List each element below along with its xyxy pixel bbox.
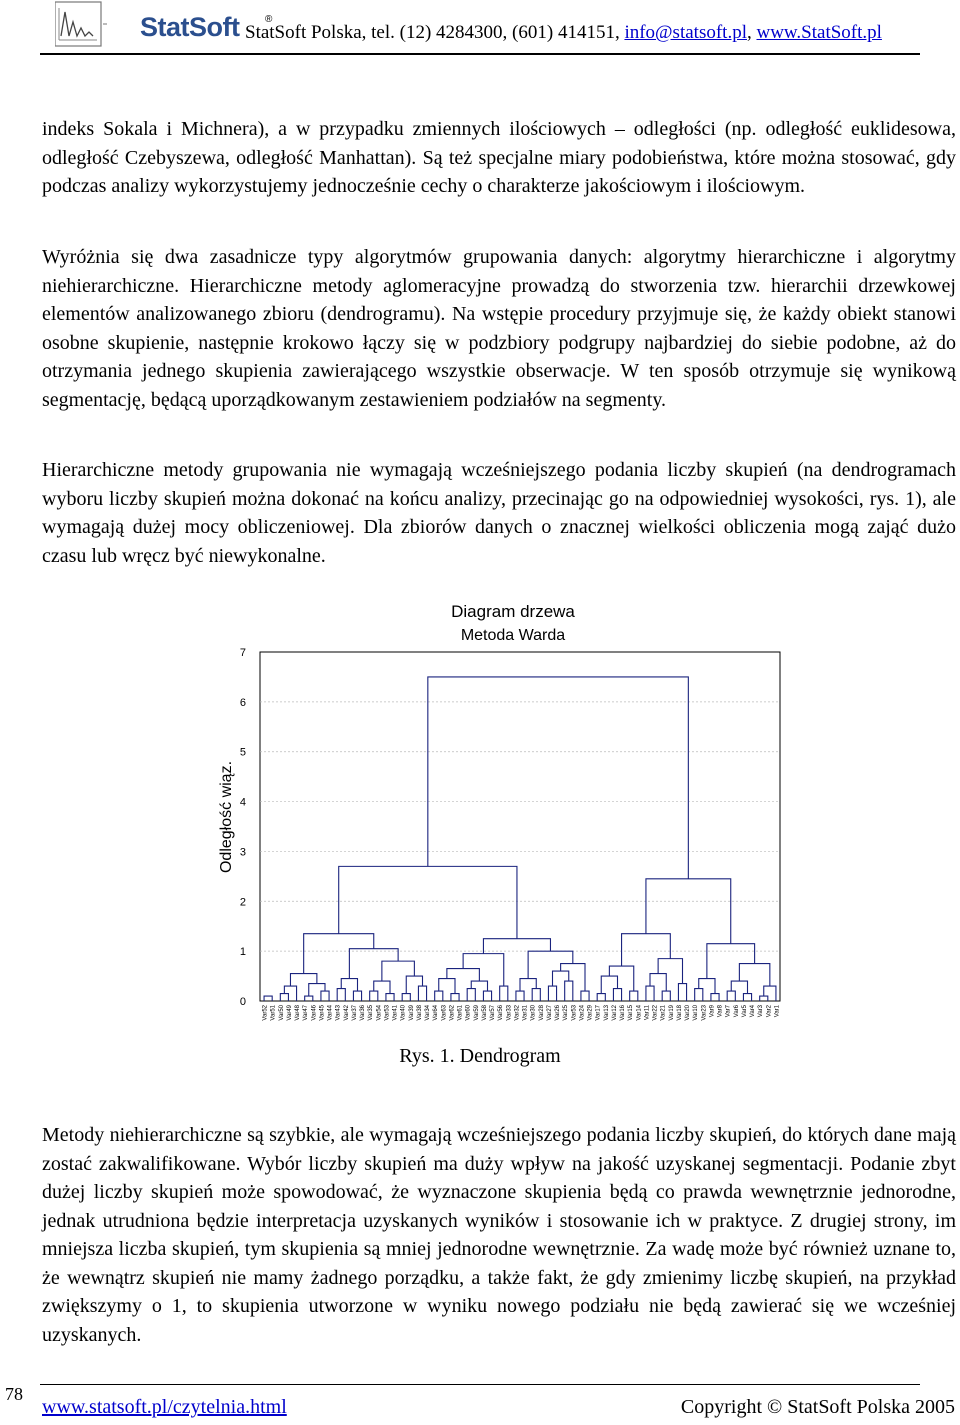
leaf-label: Var37 xyxy=(351,1005,358,1021)
dendrogram-link xyxy=(500,986,508,1001)
dendrogram-link xyxy=(565,981,573,1001)
leaf-label: Var7 xyxy=(725,1005,732,1018)
dendrogram-link xyxy=(646,986,654,1001)
dendrogram-link xyxy=(435,991,443,1001)
footer-divider xyxy=(40,1384,920,1385)
dendrogram-link xyxy=(622,934,671,966)
dendrogram-link xyxy=(707,944,755,979)
leaf-label: Var17 xyxy=(595,1005,602,1021)
leaf-label: Var31 xyxy=(522,1005,529,1021)
leaf-label: Var21 xyxy=(660,1005,667,1021)
dendrogram-link xyxy=(290,974,316,986)
dendrogram-link xyxy=(386,994,394,1001)
dendrogram-link xyxy=(532,989,540,1001)
dendrogram-link xyxy=(406,976,422,993)
plot-frame xyxy=(260,652,780,1001)
dendrogram-link xyxy=(402,994,410,1001)
dendrogram-link xyxy=(516,991,524,1001)
leaf-label: Var41 xyxy=(392,1005,399,1021)
dendrogram-link xyxy=(528,951,573,978)
registered-mark: ® xyxy=(265,14,273,25)
leaf-label: Var52 xyxy=(262,1005,269,1021)
leaf-label: Var54 xyxy=(376,1005,383,1021)
dendrogram-link xyxy=(743,994,751,1001)
dendrogram-link xyxy=(483,991,491,1001)
leaf-label: Var56 xyxy=(498,1005,505,1021)
leaf-label: Var11 xyxy=(644,1005,651,1021)
page-number: 78 xyxy=(5,1384,23,1404)
leaf-label: Var13 xyxy=(603,1005,610,1021)
dendrogram-link xyxy=(601,976,617,993)
y-tick-label: 2 xyxy=(239,896,246,909)
leaf-label: Var57 xyxy=(490,1005,497,1021)
header-divider xyxy=(40,53,920,55)
dendrogram-link xyxy=(699,979,715,994)
leaf-label: Var19 xyxy=(668,1005,675,1021)
leaf-label: Var62 xyxy=(449,1005,456,1021)
dendrogram-link xyxy=(280,994,288,1001)
dendrogram-link xyxy=(711,994,719,1001)
y-axis-label: Odległość wiąz. xyxy=(218,760,235,874)
header-phone-text: StatSoft Polska, tel. (12) 4284300, (601) 414151, xyxy=(245,22,625,43)
leaf-label: Var50 xyxy=(278,1005,285,1021)
dendrogram-link xyxy=(731,981,747,993)
leaf-label: Var53 xyxy=(571,1005,578,1021)
dendrogram-link xyxy=(451,994,459,1001)
y-tick-label: 3 xyxy=(239,846,246,859)
logo-text: StatSoft xyxy=(140,12,240,42)
footer-copyright: Copyright © StatSoft Polska 2005 xyxy=(680,1396,955,1418)
dendrogram-link xyxy=(548,986,556,1001)
leaf-label: Var59 xyxy=(473,1005,480,1021)
leaf-label: Var63 xyxy=(441,1005,448,1021)
header-website-link[interactable]: www.StatSoft.pl xyxy=(756,22,882,43)
dendrogram-link xyxy=(471,981,487,991)
dendrogram-link xyxy=(727,991,735,1001)
dendrogram-link xyxy=(553,971,569,986)
leaf-label: Var43 xyxy=(335,1005,342,1021)
leaf-label: Var15 xyxy=(628,1005,635,1021)
leaf-label: Var47 xyxy=(303,1005,310,1021)
leaf-label: Var48 xyxy=(295,1005,302,1021)
leaf-label: Var58 xyxy=(481,1005,488,1021)
dendrogram-chart xyxy=(200,595,800,1045)
leaf-label: Var14 xyxy=(636,1005,643,1021)
dendrogram-link xyxy=(374,981,390,993)
leaf-label: Var29 xyxy=(587,1005,594,1021)
leaf-label: Var46 xyxy=(311,1005,318,1021)
chart-subtitle: Metoda Warda xyxy=(460,627,566,644)
leaf-label: Var18 xyxy=(676,1005,683,1021)
header-contact xyxy=(245,22,882,44)
dendrogram-link xyxy=(305,996,313,1001)
leaf-label: Var24 xyxy=(579,1005,586,1021)
leaf-label: Var12 xyxy=(611,1005,618,1021)
leaf-label: Var33 xyxy=(506,1005,513,1021)
leaf-label: Var60 xyxy=(465,1005,472,1021)
leaf-label: Var38 xyxy=(416,1005,423,1021)
footer-link[interactable]: www.statsoft.pl/czytelnia.html xyxy=(42,1396,287,1418)
leaf-label: Var53 xyxy=(384,1005,391,1021)
body-paragraph: Hierarchiczne metody grupowania nie wymagają wcześniejszego podania liczby skupień (na dendrogramach wyboru liczby skupień można dokonać na końcu analizy, przecinając go na odpowiedniej wysokości, rys. 1), ale wymagają dużej mocy obliczeniowej. Dla zbiorów danych o znacznej wielkości obliczenia mogą zająć dużo czasu lub wręcz być niewykonalne. xyxy=(42,459,956,567)
dendrogram-link xyxy=(520,979,536,991)
body-paragraph: Metody niehierarchiczne są szybkie, ale wymagają wcześniejszego podania liczby skupień, do których dane mają zostać zakwalifikowane. Wybór liczby skupień ma duży wpływ na jakość uzyskanej segmentacji. Podanie zbyt dużej liczby skupień może spowodować, że wyznaczone skupienia będą co prawda wewnętrznie jednorodne, jednak utrudniona będzie interpretacja uzyskanych wyników i stosowanie ich w praktyce. Z drugiej strony, im mniejsza liczba skupień, tym skupienia są mniej jednorodne wewnętrznie. Za wadę może być również uznane to, że wewnątrz skupień nie mamy żadnego porządku, a także fakt, że gdy zmienimy liczbę skupień, na przykład zwiększymy o 1, to skupienia utworzone w wyniku nowego podziału nie będą zawierać się we wcześniej uzyskanych. xyxy=(42,1124,956,1346)
leaf-label: Var26 xyxy=(555,1005,562,1021)
leaf-label: Var49 xyxy=(286,1005,293,1021)
leaf-label: Var39 xyxy=(408,1005,415,1021)
leaf-label: Var61 xyxy=(457,1005,464,1021)
dendrogram-link xyxy=(613,989,621,1001)
figure-caption: Rys. 1. Dendrogram xyxy=(399,1045,561,1067)
leaf-label: Var32 xyxy=(514,1005,521,1021)
body-paragraph: Wyróżnia się dwa zasadnicze typy algorytmów grupowania danych: algorytmy hierarchiczne i algorytmy niehierarchiczne. Hierarchiczne metody aglomeracyjne prowadzą do stworzenia tzw. hierarchii drzewkowej elementów analizowanego zbioru (dendrogramu). Na wstępie procedury przyjmuje się, że każdy obiekt stanowi osobne skupienie, następnie krokowo łączy się w podzbiory podgrupy najbardziej do siebie podobne, aż do otrzymania jednego skupienia zawierającego wszystkie obserwacje. W ten sposób otrzymuje się wynikową segmentację, będącą uporządkowanym zestawieniem podziałów na segmenty. xyxy=(42,246,956,411)
y-tick-label: 7 xyxy=(239,647,246,659)
leaf-label: Var10 xyxy=(693,1005,700,1021)
dendrogram-link xyxy=(764,986,776,1001)
dendrogram-link xyxy=(309,984,325,996)
dendrogram-link xyxy=(304,934,374,974)
leaf-label: Var2 xyxy=(766,1005,773,1018)
leaf-label: Var27 xyxy=(546,1005,553,1021)
leaf-label: Var3 xyxy=(758,1005,765,1018)
chart-title: Diagram drzewa xyxy=(451,602,575,621)
leaf-label: Var9 xyxy=(709,1005,716,1018)
dendrogram-link xyxy=(597,994,605,1001)
leaf-label: Var64 xyxy=(433,1005,440,1021)
dendrogram-link xyxy=(760,996,768,1001)
leaf-label: Var40 xyxy=(400,1005,407,1021)
dendrogram-link xyxy=(662,991,670,1001)
leaf-label: Var6 xyxy=(733,1005,740,1018)
dendrogram-link xyxy=(581,991,589,1001)
dendrogram-link xyxy=(428,677,689,879)
y-tick-label: 6 xyxy=(239,696,246,709)
leaf-label: Var5 xyxy=(741,1005,748,1018)
y-tick-label: 4 xyxy=(239,796,246,809)
leaf-label: Var20 xyxy=(685,1005,692,1021)
y-tick-label: 0 xyxy=(239,996,246,1008)
dendrogram-link xyxy=(609,966,633,991)
leaf-label: Var1 xyxy=(774,1005,781,1018)
dendrogram-link xyxy=(418,986,426,1001)
dendrogram-link xyxy=(695,989,703,1001)
y-tick-label: 1 xyxy=(239,946,246,959)
leaf-label: Var45 xyxy=(319,1005,326,1021)
dendrogram-link xyxy=(658,959,682,984)
dendrogram-link xyxy=(341,979,357,991)
leaf-label: Var34 xyxy=(425,1005,432,1021)
dendrogram-link xyxy=(321,991,329,1001)
dendrogram-link xyxy=(349,949,398,979)
header-separator: , xyxy=(746,22,757,43)
leaf-label: Var30 xyxy=(530,1005,537,1021)
dendrogram-link xyxy=(353,991,361,1001)
dendrogram-link xyxy=(739,964,769,986)
body-paragraph: indeks Sokala i Michnera), a w przypadku zmiennych ilościowych – odległości (np. odległość euklidesowa, odległość Czebyszewa, odległość Manhattan). Są też specjalne miary podobieństwa, które można stosować, gdy podczas analizy wykorzystujemy jednocześnie cechy o charakterze jakościowym i ilościowym. xyxy=(42,118,956,197)
leaf-label: Var35 xyxy=(368,1005,375,1021)
leaf-label: Var4 xyxy=(750,1005,757,1018)
y-tick-label: 5 xyxy=(239,746,246,759)
leaf-label: Var23 xyxy=(701,1005,708,1021)
dendrogram-link xyxy=(650,974,666,991)
leaf-label: Var8 xyxy=(717,1005,724,1018)
leaf-label: Var44 xyxy=(327,1005,334,1021)
page-header xyxy=(40,0,920,50)
dendrogram-link xyxy=(337,989,345,1001)
leaf-label: Var42 xyxy=(343,1005,350,1021)
dendrogram-link xyxy=(339,866,517,938)
leaf-label: Var28 xyxy=(538,1005,545,1021)
dendrogram-link xyxy=(264,996,272,1001)
header-email-link[interactable]: info@statsoft.pl xyxy=(624,22,747,43)
leaf-label: Var22 xyxy=(652,1005,659,1021)
leaf-label: Var25 xyxy=(563,1005,570,1021)
leaf-label: Var16 xyxy=(620,1005,627,1021)
dendrogram-link xyxy=(447,969,480,981)
dendrogram-link xyxy=(370,991,378,1001)
dendrogram-link xyxy=(467,989,475,1001)
leaf-label: Var51 xyxy=(270,1005,277,1021)
leaf-label: Var36 xyxy=(360,1005,367,1021)
dendrogram-link xyxy=(630,991,638,1001)
dendrogram-link xyxy=(382,961,415,981)
plot-area xyxy=(240,647,781,1021)
dendrogram-link xyxy=(678,984,686,1001)
